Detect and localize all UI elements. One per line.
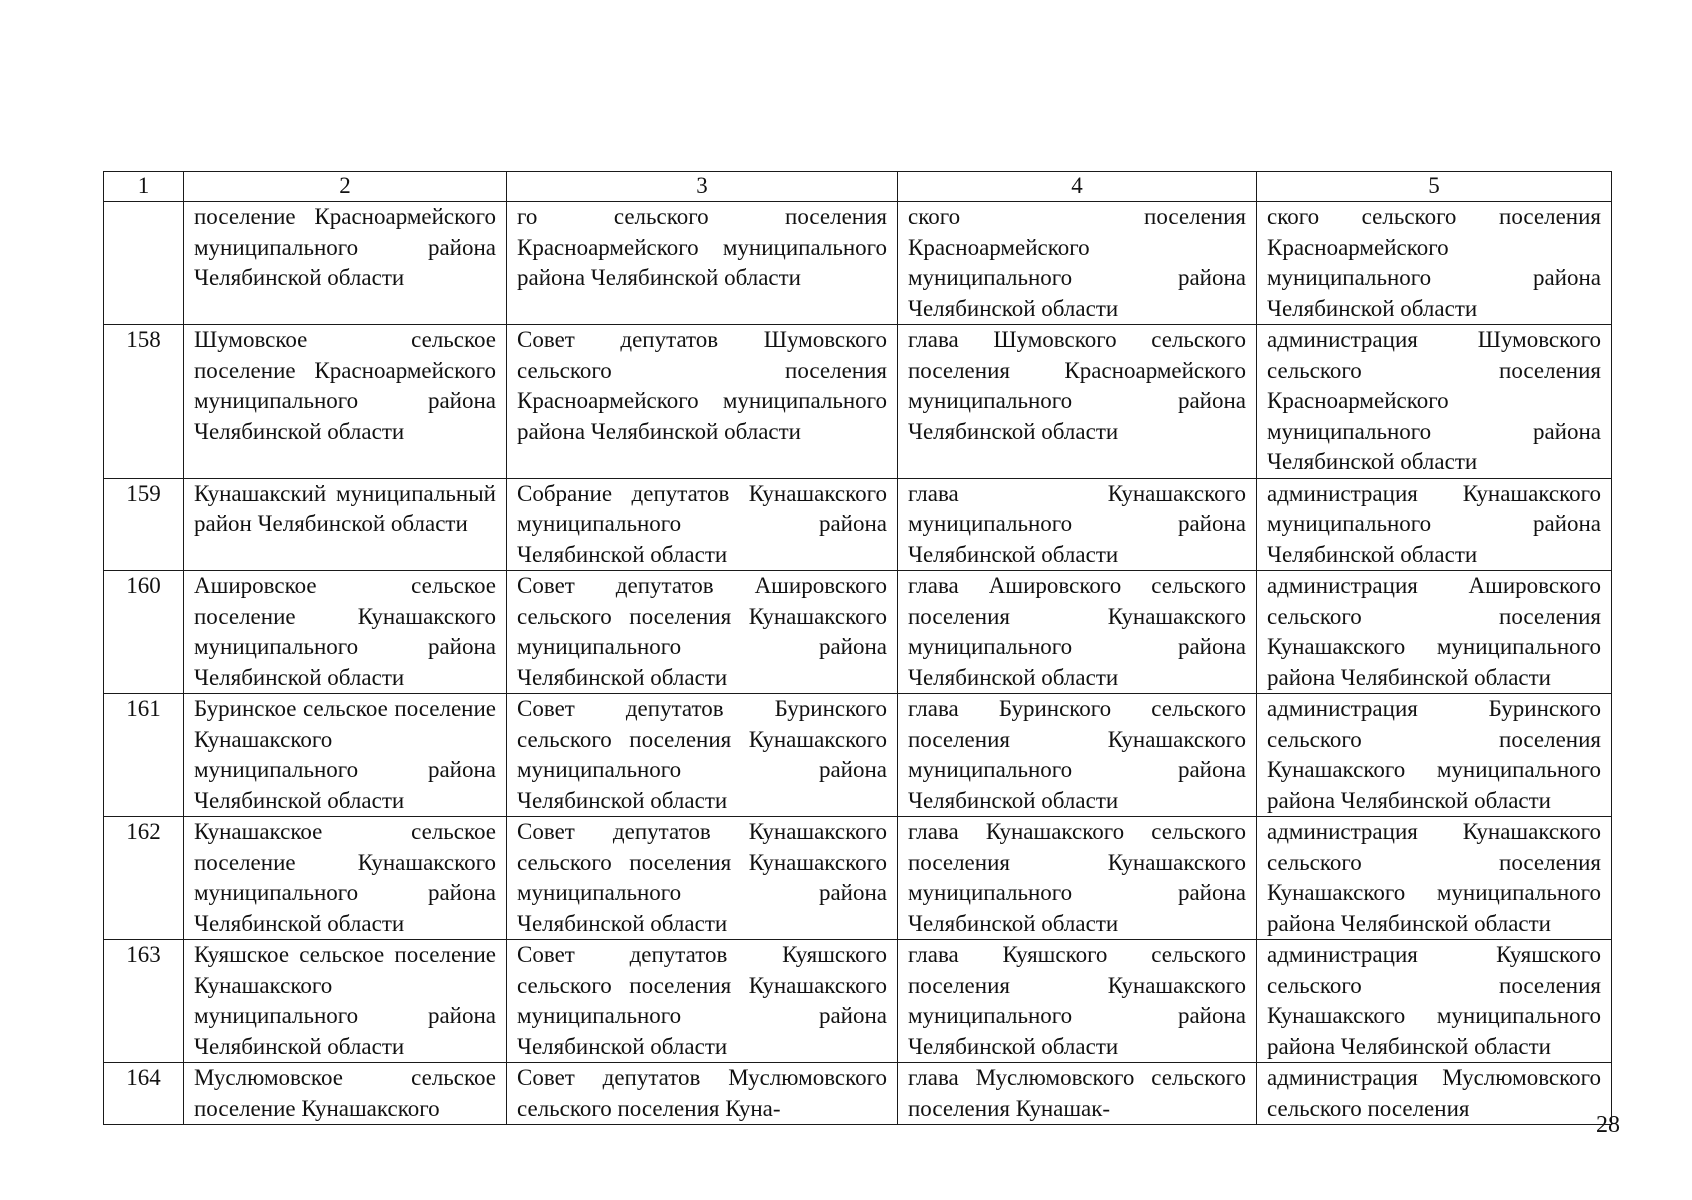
head-cell: глава Муслюмовского сельского поселения Кунашак-: [898, 1063, 1257, 1125]
head-cell: глава Кунашакского сельского поселения Кунашакского муниципального района Челябинской области: [898, 817, 1257, 940]
head-cell: глава Кунашакского муниципального района Челябинской области: [898, 478, 1257, 571]
table-row: [104, 571, 1612, 694]
municipality-cell: поселение Красноармейского муниципального района Челябинской области: [184, 202, 507, 325]
table-row: [104, 478, 1612, 571]
representative-body-cell: го сельского поселения Красноармейского муниципального района Челябинской области: [507, 202, 898, 325]
administration-cell: администрация Шумовского сельского поселения Красноармейского муниципального района Челябинской области: [1257, 325, 1612, 479]
administration-cell: ского сельского поселения Красноармейского муниципального района Челябинской области: [1257, 202, 1612, 325]
representative-body-cell: Совет депутатов Кунашакского сельского поселения Кунашакского муниципального района Челябинской области: [507, 817, 898, 940]
column-header-1: 1: [104, 172, 184, 202]
head-cell: глава Шумовского сельского поселения Красноармейского муниципального района Челябинской области: [898, 325, 1257, 479]
row-number: 163: [104, 940, 184, 1063]
municipality-cell: Буринское сельское поселение Кунашакского муниципального района Челябинской области: [184, 694, 507, 817]
row-number: 161: [104, 694, 184, 817]
administration-cell: администрация Буринского сельского поселения Кунашакского муниципального района Челябинской области: [1257, 694, 1612, 817]
representative-body-cell: Совет депутатов Шумовского сельского поселения Красноармейского муниципального района Челябинской области: [507, 325, 898, 479]
row-number: 160: [104, 571, 184, 694]
administration-cell: администрация Кунашакского сельского поселения Кунашакского муниципального района Челябинской области: [1257, 817, 1612, 940]
representative-body-cell: Совет депутатов Буринского сельского поселения Кунашакского муниципального района Челябинской области: [507, 694, 898, 817]
row-number: [104, 202, 184, 325]
header-row: [104, 172, 1612, 202]
head-cell: глава Ашировского сельского поселения Кунашакского муниципального района Челябинской области: [898, 571, 1257, 694]
column-header-4: 4: [898, 172, 1257, 202]
municipality-cell: Муслюмовское сельское поселение Кунашакского: [184, 1063, 507, 1125]
head-cell: глава Буринского сельского поселения Кунашакского муниципального района Челябинской области: [898, 694, 1257, 817]
districts-table: [103, 171, 1612, 1125]
administration-cell: администрация Муслюмовского сельского поселения: [1257, 1063, 1612, 1125]
table-row: [104, 694, 1612, 817]
column-header-5: 5: [1257, 172, 1612, 202]
representative-body-cell: Собрание депутатов Кунашакского муниципального района Челябинской области: [507, 478, 898, 571]
row-number: 164: [104, 1063, 184, 1125]
administration-cell: администрация Ашировского сельского поселения Кунашакского муниципального района Челябинской области: [1257, 571, 1612, 694]
table-row: [104, 817, 1612, 940]
column-header-3: 3: [507, 172, 898, 202]
row-number: 158: [104, 325, 184, 479]
municipality-cell: Кунашакский муниципальный район Челябинской области: [184, 478, 507, 571]
representative-body-cell: Совет депутатов Куяшского сельского поселения Кунашакского муниципального района Челябинской области: [507, 940, 898, 1063]
column-header-2: 2: [184, 172, 507, 202]
row-number: 162: [104, 817, 184, 940]
municipality-cell: Куяшское сельское поселение Кунашакского муниципального района Челябинской области: [184, 940, 507, 1063]
table-row: [104, 1063, 1612, 1125]
administration-cell: администрация Кунашакского муниципального района Челябинской области: [1257, 478, 1612, 571]
page-number: 28: [1596, 1112, 1620, 1138]
table-row: [104, 940, 1612, 1063]
row-number: 159: [104, 478, 184, 571]
municipality-cell: Кунашакское сельское поселение Кунашакского муниципального района Челябинской области: [184, 817, 507, 940]
administration-cell: администрация Куяшского сельского поселения Кунашакского муниципального района Челябинской области: [1257, 940, 1612, 1063]
head-cell: глава Куяшского сельского поселения Кунашакского муниципального района Челябинской области: [898, 940, 1257, 1063]
municipality-cell: Ашировское сельское поселение Кунашакского муниципального района Челябинской области: [184, 571, 507, 694]
representative-body-cell: Совет депутатов Муслюмовского сельского поселения Куна-: [507, 1063, 898, 1125]
table-row: [104, 325, 1612, 479]
table-row: [104, 202, 1612, 325]
municipality-cell: Шумовское сельское поселение Красноармейского муниципального района Челябинской области: [184, 325, 507, 479]
representative-body-cell: Совет депутатов Ашировского сельского поселения Кунашакского муниципального района Челябинской области: [507, 571, 898, 694]
head-cell: ского поселения Красноармейского муниципального района Челябинской области: [898, 202, 1257, 325]
